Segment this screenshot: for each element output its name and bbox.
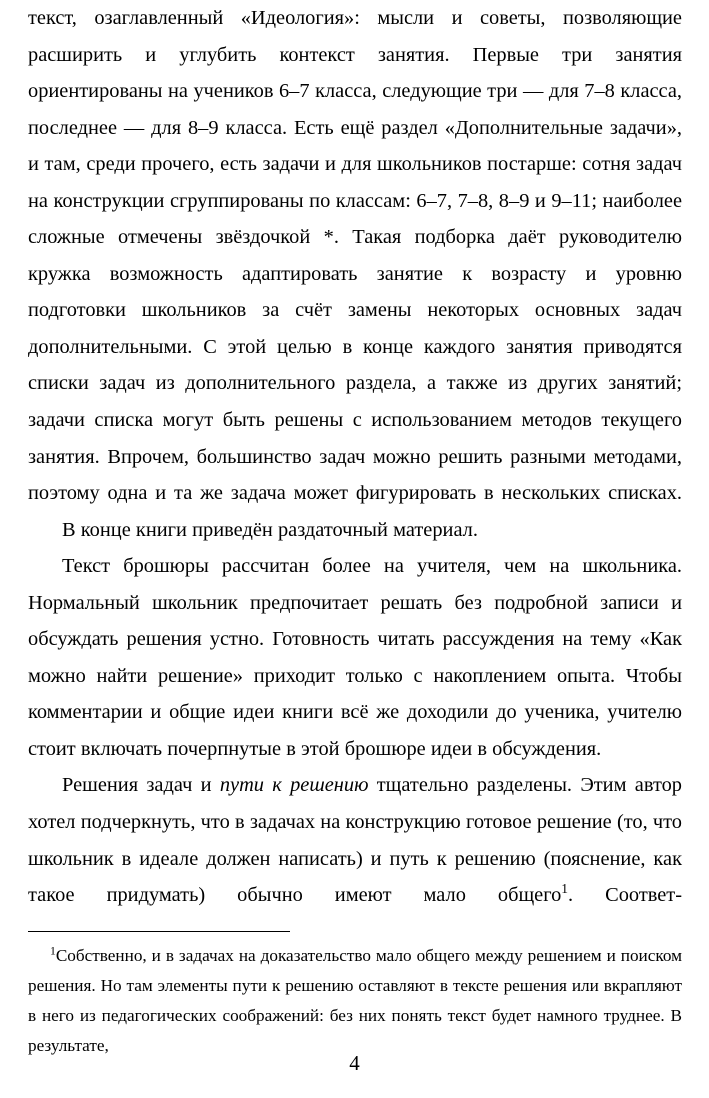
footnote-block [28, 931, 682, 1061]
paragraph-teacher-text: Текст брошюры рассчитан более на учителя, чем на школьника. Нормальный школьник предпочитает решать без подробной записи и обсуждать решения устно. Готовность читать рассуждения на тему «Как можно найти решение» приходит только с накоплением опыта. Чтобы комментарии и общие идеи книги всё же доходили до ученика, учителю стоит включать почерпнутые в этой брошюре идеи в обсуждения. [28, 555, 682, 760]
footnote-number: 1 [50, 944, 56, 958]
paragraph-handout-text: В конце книги приведён раздаточный материал. [62, 518, 478, 541]
paragraph-solutions-lead: Решения задач и [62, 774, 220, 797]
footnote-separator-rule [28, 931, 290, 932]
body-text-block [28, 0, 682, 914]
paragraph-teacher [28, 548, 682, 767]
paragraph-handout [28, 512, 682, 549]
footnote-body-text: Собственно, и в задачах на доказательство мало общего между решением и поиском решения. Но там элементы пути к решению оставляют в тексте решения или вкрапляют в него из педагогических соображений: без них понять текст будет намного труднее. В результате, [28, 946, 682, 1056]
page-number: 4 [349, 1051, 360, 1075]
footnote-reference-marker[interactable]: 1 [561, 881, 568, 897]
paragraph-ideology [28, 0, 682, 512]
paragraph-solutions-tail: . Соответ- [568, 884, 682, 907]
paragraph-solutions-emphasis: пути к решению [219, 774, 369, 797]
paragraph-solutions-body: тщательно разделены. Этим автор хотел подчеркнуть, что в задачах на конструкцию готовое решение (то, что школьник в идеале должен написать) и путь к решению (пояснение, как такое придумать) обычно имеют мало общего [28, 774, 682, 907]
paragraph-ideology-text: текст, озаглавленный «Идеология»: мысли и советы, позволяющие расширить и углубить контекст занятия. Первые три занятия ориентированы на учеников 6–7 класса, следующие три — для 7–8 класса, последнее — для 8–9 класса. Есть ещё раздел «Дополнительные задачи», и там, среди прочего, есть задачи и для школьников постарше: сотня задач на конструкции сгруппированы по классам: 6–7, 7–8, 8–9 и 9–11; наиболее сложные отмечены звёздочкой *. Такая подборка даёт руководителю кружка возможность адаптировать занятие к возрасту и уровню подготовки школьников за счёт замены некоторых основных задач дополнительными. С этой целью в конце каждого занятия приводятся списки задач из дополнительного раздела, а также из других занятий; задачи списка могут быть решены с использованием методов текущего занятия. Впрочем, большинство задач можно решить разными методами, поэтому одна и та же задача может фигурировать в нескольких списках. [28, 7, 682, 505]
paragraph-solutions [28, 767, 682, 913]
footnote-entry [28, 941, 682, 1061]
